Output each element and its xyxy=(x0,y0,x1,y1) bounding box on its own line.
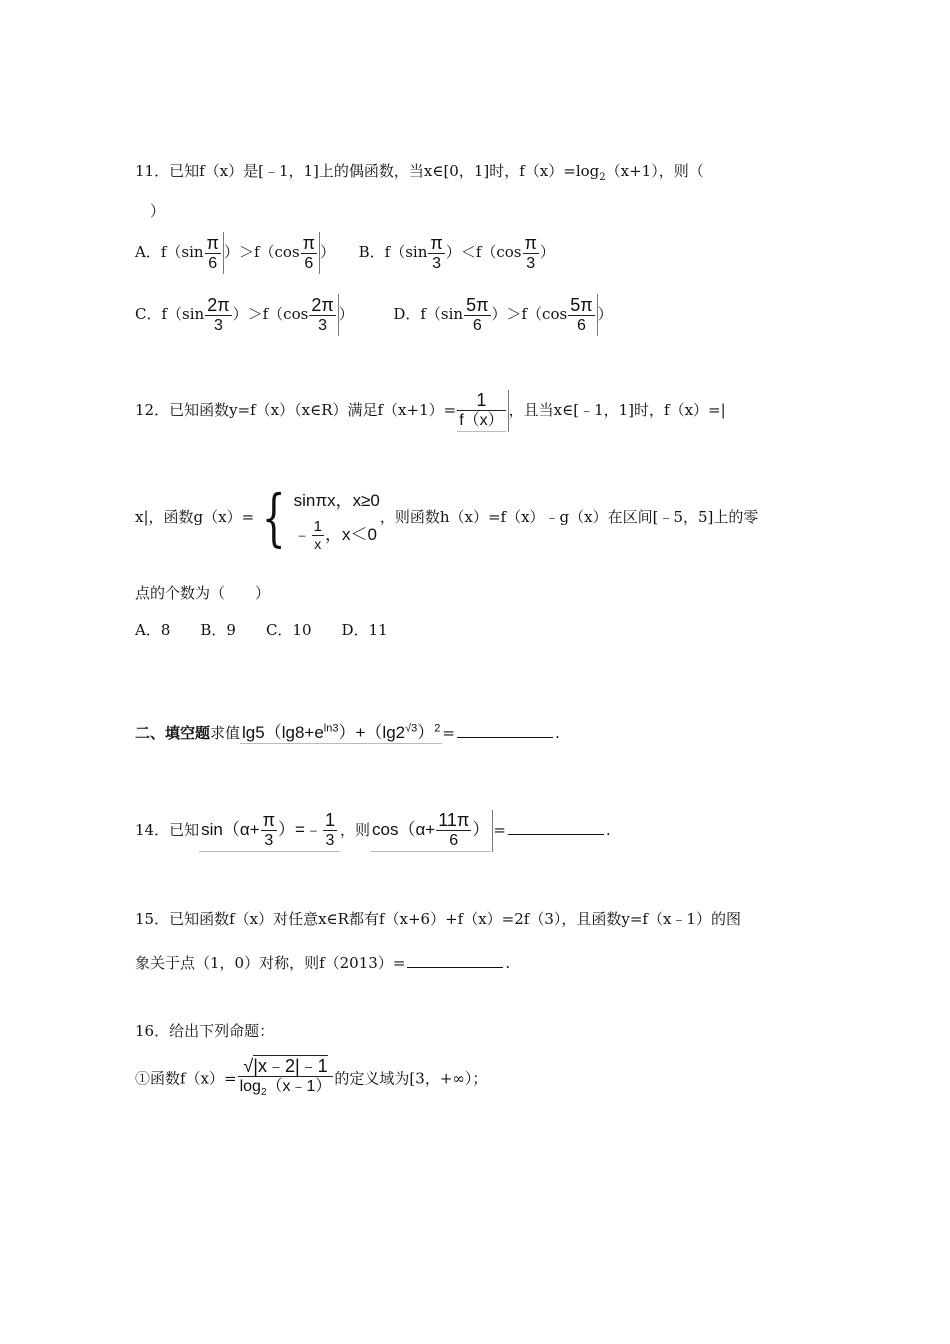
q14-then: ，则 xyxy=(339,821,370,839)
frac-num: π xyxy=(206,232,219,253)
q11-options-ab xyxy=(135,232,555,274)
q14-prefix: 14．已知 xyxy=(135,821,200,839)
case-2-cond: ，x＜0 xyxy=(324,525,377,544)
q16-heading-text: 16．给出下列命题： xyxy=(135,1022,275,1040)
frac-num: 11π xyxy=(438,810,470,831)
frac-2pi-3 xyxy=(309,295,335,336)
frac-5pi-6 xyxy=(464,295,490,336)
sin-expr: sin（α+ xyxy=(201,820,260,839)
answer-blank[interactable] xyxy=(508,820,604,835)
sqrt-radicand: |x﹣2|﹣1 xyxy=(253,1056,328,1076)
q12-options-text: A．8 B．9 C．10 D．11 xyxy=(135,621,388,639)
log-text: log xyxy=(239,1078,261,1095)
frac-den: f（x） xyxy=(459,412,504,429)
option-a-mid: ）＞f（cos xyxy=(223,243,300,261)
section2-q13 xyxy=(135,718,560,744)
frac-num: π xyxy=(302,232,316,253)
piecewise-cases xyxy=(294,484,380,552)
answer-blank[interactable] xyxy=(457,723,553,738)
section-heading: 二、填空题 xyxy=(135,724,211,742)
sin-expr-eq: ）=﹣ xyxy=(278,820,322,839)
q14 xyxy=(135,810,611,852)
frac-den: 6 xyxy=(304,254,314,272)
frac-2pi-3 xyxy=(205,295,231,336)
q12-stem-text-2: ，且当x∈[﹣1，1]时，f（x）=| xyxy=(508,401,726,419)
option-b-end: ） xyxy=(539,243,555,261)
case-2-minus: ﹣ xyxy=(293,525,311,544)
frac-pi-6 xyxy=(205,233,221,274)
q13-expr-c: ） xyxy=(417,723,435,742)
q13-equals: = xyxy=(442,724,455,742)
frac-11pi-6 xyxy=(436,810,471,851)
sqrt-icon: √ xyxy=(243,1056,254,1076)
q11-options-cd xyxy=(135,294,613,336)
q13-period: . xyxy=(554,724,560,742)
frac-den: 3 xyxy=(318,316,327,334)
frac-num: π xyxy=(430,232,443,253)
frac-pi-6 xyxy=(301,233,317,274)
option-b-label: B．f（sin xyxy=(358,243,428,261)
q13-square: 2 xyxy=(434,722,441,735)
cos-expr-close: ） xyxy=(472,820,490,839)
q12-line2 xyxy=(135,481,759,555)
q15-line2 xyxy=(135,952,510,973)
q15-text-1: 15．已知函数f（x）对任意x∈R都有f（x+6）+f（x）=2f（3），且函数y=f（x﹣1）的图 xyxy=(135,910,741,928)
frac-den: 6 xyxy=(576,316,586,334)
frac-den: 6 xyxy=(208,254,218,272)
q13-expr-b: ）+（lg2 xyxy=(338,723,406,742)
log-base: 2 xyxy=(599,172,606,183)
frac-den: x xyxy=(314,536,322,553)
q15-line1 xyxy=(135,908,741,929)
q12-line3 xyxy=(135,582,270,603)
q12-h-text: ，则函数h（x）=f（x）﹣g（x）在区间[﹣5，5]上的零 xyxy=(379,508,759,527)
frac-den: 3 xyxy=(325,832,335,850)
option-a-end: ） xyxy=(320,243,336,261)
q12-stem xyxy=(135,390,726,432)
cos-expr: cos（α+ xyxy=(371,820,436,839)
frac-den xyxy=(238,1077,334,1103)
q13-prefix: 求值 xyxy=(210,724,241,742)
q14-period: . xyxy=(605,821,611,839)
frac-num: 1 xyxy=(324,810,335,831)
q16-item1-suffix: 的定义域为[3，+∞）； xyxy=(334,1069,488,1088)
frac-den: 3 xyxy=(432,254,442,272)
option-c-end: ） xyxy=(338,305,354,323)
q12-stem-text: 12．已知函数y=f（x）（x∈R）满足f（x+1）= xyxy=(135,401,457,419)
q11-stem-end: （x+1），则（ xyxy=(605,162,704,180)
option-d-label: D．f（sin xyxy=(393,305,464,323)
frac-den: 3 xyxy=(526,254,536,272)
q11-stem xyxy=(135,160,704,183)
log-base: 2 xyxy=(260,1087,267,1099)
option-c-label: C．f（sin xyxy=(135,305,205,323)
frac-sqrt-over-log xyxy=(238,1056,334,1103)
q13-expression xyxy=(240,718,442,744)
left-brace-icon: { xyxy=(262,481,286,555)
option-d-end: ） xyxy=(597,305,613,323)
frac-den: 6 xyxy=(472,316,482,334)
option-a-label: A．f（sin xyxy=(135,243,204,261)
q12-question: 点的个数为（ ） xyxy=(135,584,271,602)
q11-close-paren xyxy=(150,200,165,221)
q16-heading xyxy=(135,1020,274,1041)
frac-1-over-x xyxy=(312,519,324,552)
answer-blank[interactable] xyxy=(407,953,503,968)
frac-pi-3 xyxy=(428,233,444,274)
frac-den: 6 xyxy=(449,832,459,850)
frac-pi-3 xyxy=(261,810,277,851)
q12-options xyxy=(135,619,388,640)
frac-pi-3 xyxy=(523,233,539,274)
frac-num: 2π xyxy=(311,294,334,315)
option-d-mid: ）＞f（cos xyxy=(491,305,568,323)
q11-stem-text: 11．已知f（x）是[﹣1，1]上的偶函数，当x∈[0，1]时，f（x）=log xyxy=(135,162,600,180)
q13-exp: ln3 xyxy=(323,722,339,735)
frac-num: π xyxy=(262,810,276,831)
option-b-mid: ）＜f（cos xyxy=(445,243,522,261)
frac-1-over-fx xyxy=(457,390,505,432)
q13-expr-a: lg5（lg8+e xyxy=(242,723,324,742)
frac-1-3 xyxy=(323,810,337,851)
frac-5pi-6 xyxy=(568,295,594,336)
frac-num: 5π xyxy=(570,294,593,315)
q15-text-2: 象关于点（1，0）对称，则f（2013）= xyxy=(135,954,406,972)
frac-den: 3 xyxy=(264,832,274,850)
frac-num: 1 xyxy=(457,390,505,411)
frac-num: 1 xyxy=(313,518,322,536)
log-arg: （x﹣1） xyxy=(266,1078,332,1095)
case-1: sinπx，x≥0 xyxy=(293,491,380,510)
option-c-mid: ）＞f（cos xyxy=(232,305,309,323)
case-2 xyxy=(294,518,380,552)
frac-num: 2π xyxy=(207,294,230,315)
q14-given xyxy=(199,810,340,852)
frac-num: 5π xyxy=(466,294,489,315)
frac-num xyxy=(238,1056,334,1077)
frac-num: π xyxy=(524,232,537,253)
q14-equals: = xyxy=(493,821,506,839)
q16-item1-prefix: ①函数f（x）= xyxy=(135,1069,237,1088)
q11-close-text: ） xyxy=(150,202,166,220)
frac-den: 3 xyxy=(213,316,223,334)
q15-period: . xyxy=(505,954,511,972)
q16-item1 xyxy=(135,1056,487,1103)
q12-g-prefix: x|，函数g（x）= xyxy=(135,508,255,527)
q13-sqrt-exp: √3 xyxy=(405,722,418,735)
q14-target xyxy=(370,810,491,852)
